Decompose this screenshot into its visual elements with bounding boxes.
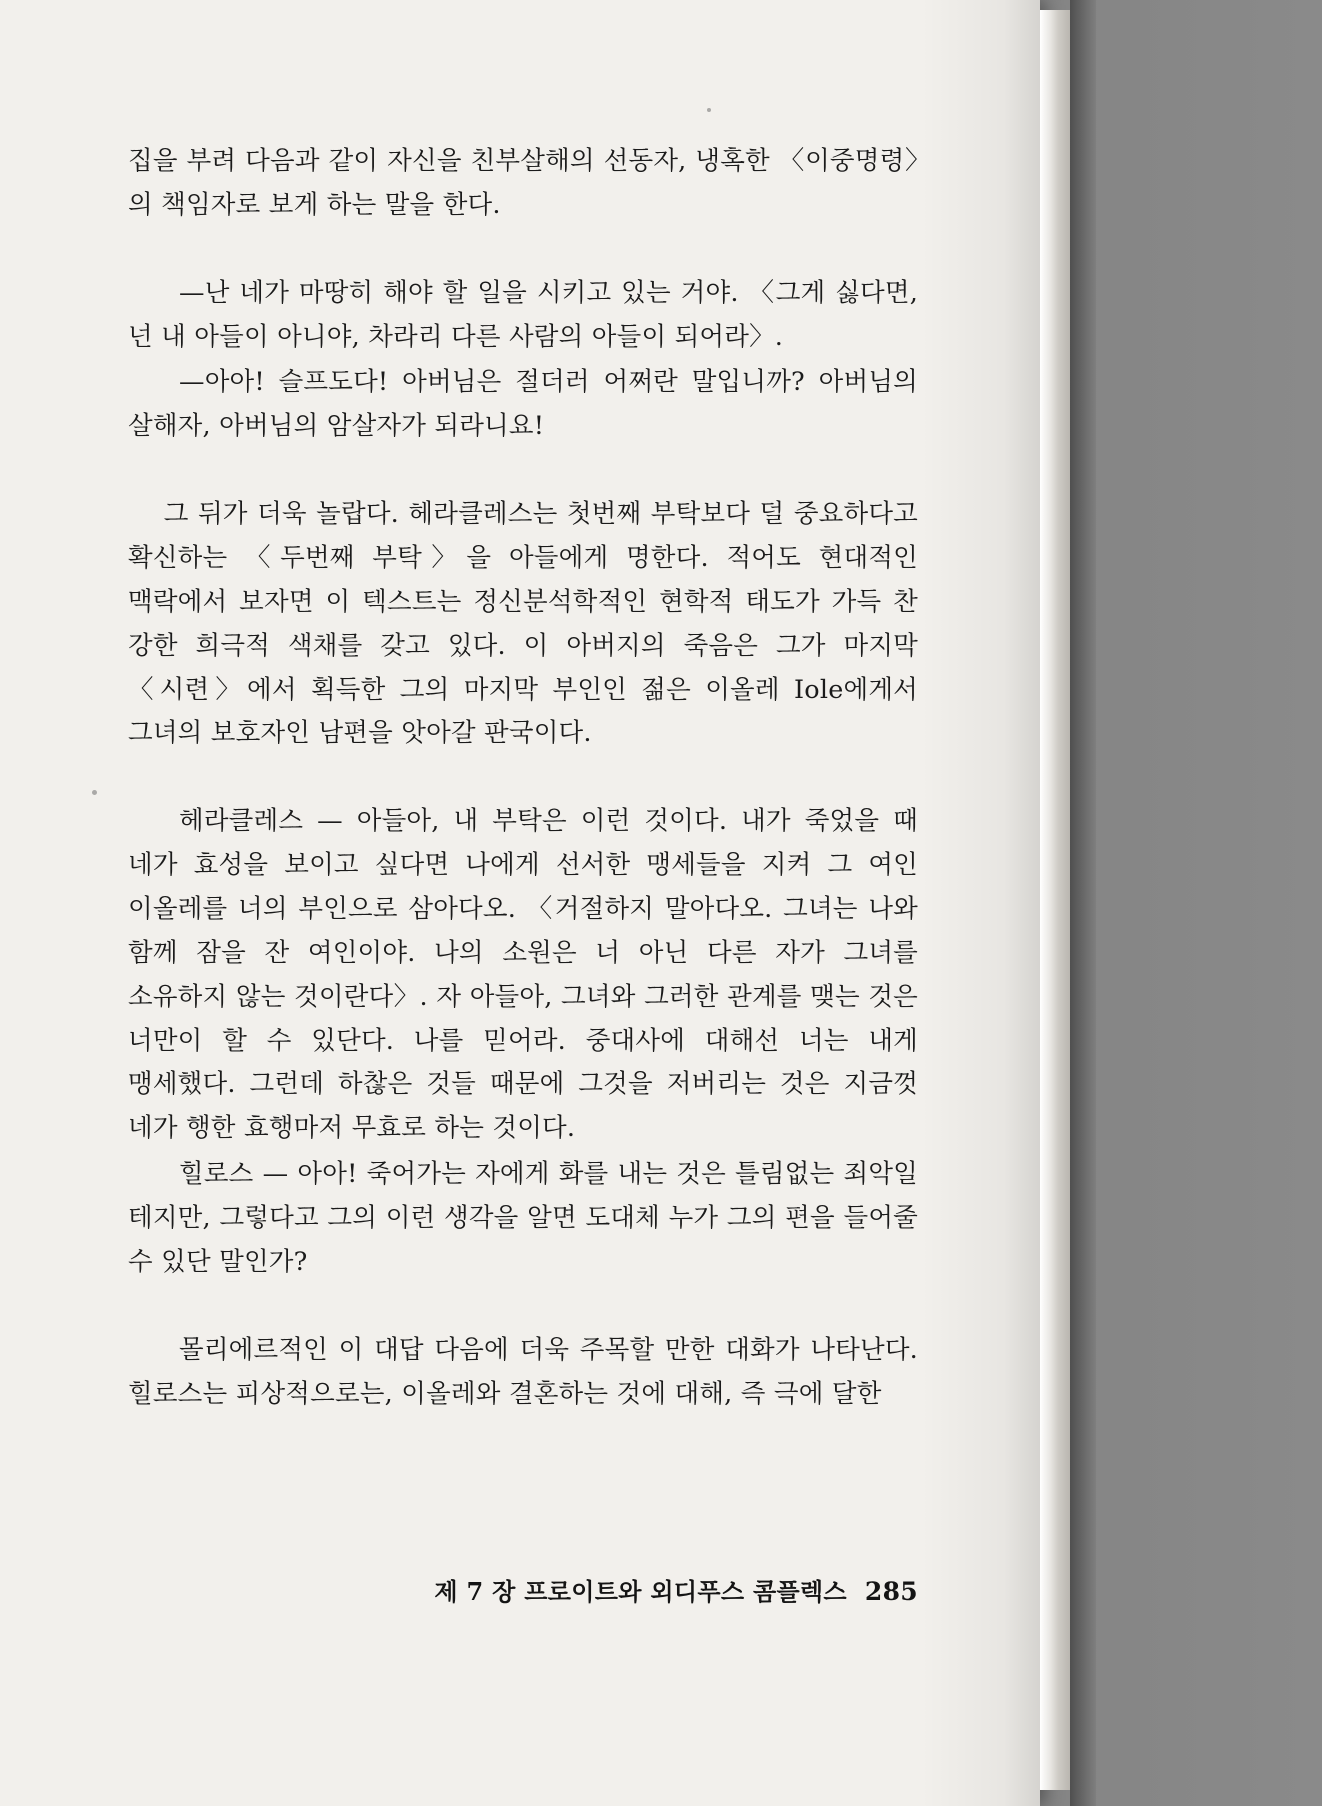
page-footer — [128, 1572, 918, 1607]
paragraph-1: 집을 부려 다음과 같이 자신을 친부살해의 선동자, 냉혹한 〈이중명령〉의 책임자로 보게 하는 말을 한다. — [128, 146, 918, 220]
scan-speck — [92, 790, 97, 795]
footer-chapter-title: 제 7 장 프로이트와 외디푸스 콤플렉스 — [434, 1577, 847, 1606]
paragraph-7-closing: 몰리에르적인 이 대답 다음에 더욱 주목할 만한 대화가 나타난다. 힐로스는 피상적으로는, 이올레와 결혼하는 것에 대해, 즉 극에 달한 — [128, 1334, 918, 1409]
page-edge-shadow — [1070, 0, 1096, 1806]
paragraph-3-dialogue-son: —아아! 슬프도다! 아버님은 절더러 어쩌란 말입니까? 아버님의 살해자, 아버님의 암살자가 되라니요! — [128, 367, 918, 442]
page-text-column — [128, 140, 918, 1416]
scan-speck — [707, 108, 711, 112]
paragraph-5-herakles-speech: 헤라클레스 — 아들아, 내 부탁은 이런 것이다. 내가 죽었을 때 네가 효성을 보이고 싶다면 나에게 선서한 맹세들을 지켜 그 여인 이올레를 너의 부인으로 삼아다오. 〈거절하지 말아다오. 그녀는 나와 함께 잠을 잔 여인이야. 나의 소원은 너 아닌 다른 자가 그녀를 소유하지 않는 것이란다〉. 자 아들아, 그녀와 그러한 관계를 맺는 것은 너만이 할 수 있단다. 나를 믿어라. 중대사에 대해선 너는 내게 맹세했다. 그런데 하찮은 것들 때문에 그것을 저버리는 것은 지금껏 네가 행한 효행마저 무효로 하는 것이다. — [128, 806, 918, 1144]
page-fore-edge — [1040, 10, 1070, 1790]
paragraph-4-commentary: 그 뒤가 더욱 놀랍다. 헤라클레스는 첫번째 부탁보다 덜 중요하다고 확신하는 〈두번째 부탁〉을 아들에게 명한다. 적어도 현대적인 맥락에서 보자면 이 텍스트는 정신분석학적인 현학적 태도가 가득 찬 강한 희극적 색채를 갖고 있다. 이 아버지의 죽음은 그가 마지막 〈시련〉에서 획득한 그의 마지막 부인인 젊은 이올레 Iole에게서 그녀의 보호자인 남편을 앗아갈 판국이다. — [128, 499, 918, 749]
page-number: 285 — [864, 1577, 918, 1606]
paragraph-6-hyllos-speech: 힐로스 — 아아! 죽어가는 자에게 화를 내는 것은 틀림없는 죄악일 테지만, 그렇다고 그의 이런 생각을 알면 도대체 누가 그의 편을 들어줄 수 있단 말인가? — [128, 1159, 918, 1277]
paragraph-2-dialogue-father: —난 네가 마땅히 해야 할 일을 시키고 있는 거야. 〈그게 싫다면, 넌 내 아들이 아니야, 차라리 다른 사람의 아들이 되어라〉. — [128, 277, 918, 352]
